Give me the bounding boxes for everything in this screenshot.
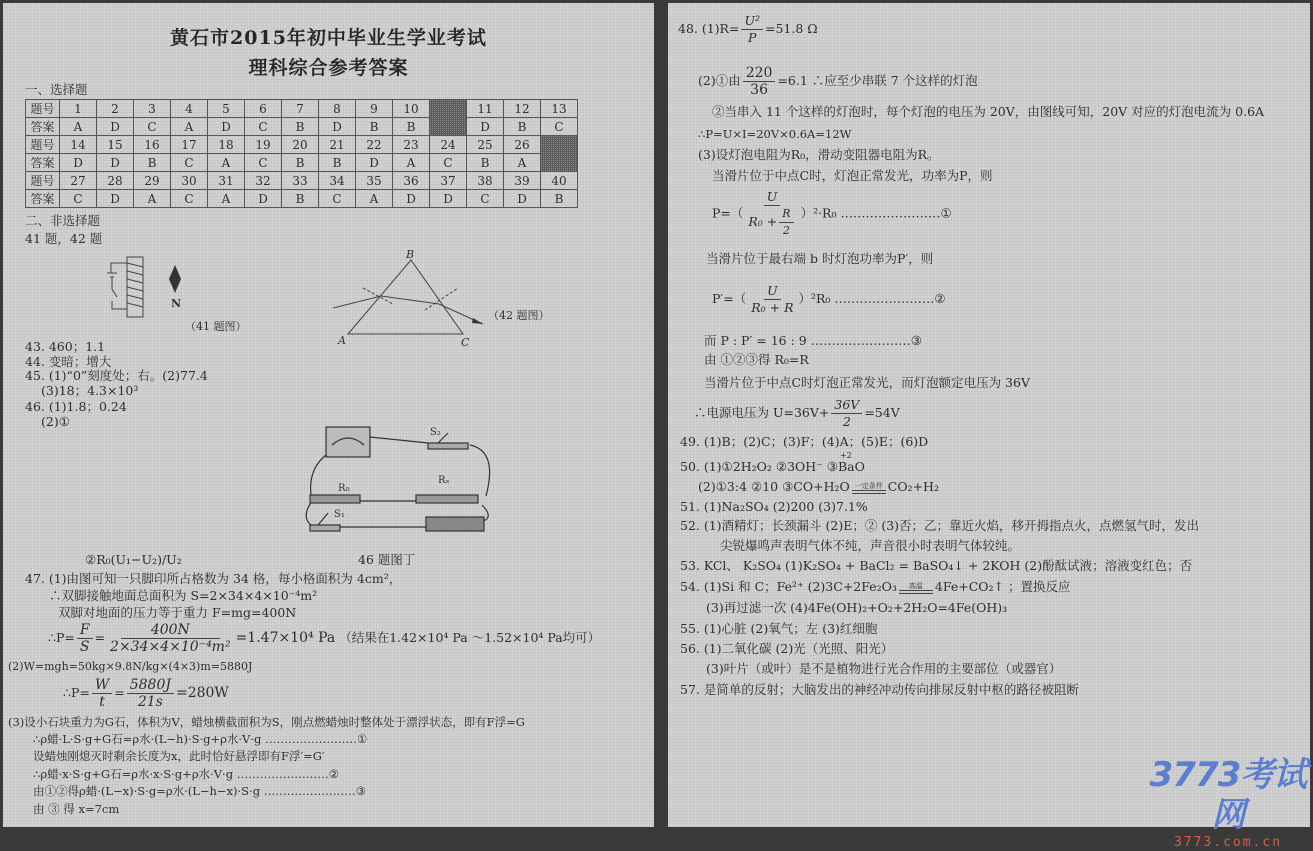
compass-needle-icon xyxy=(169,265,181,293)
answer-q47-3: 双脚对地面的压力等于重力 F=mg=400N xyxy=(58,605,297,620)
resistor-r0-icon xyxy=(310,495,360,503)
answer-cell: 23 xyxy=(393,136,430,154)
answer-q48-13 xyxy=(694,397,900,430)
answer-cell: 38 xyxy=(467,172,504,190)
condition: 一定条件 xyxy=(854,481,883,490)
denominator: S xyxy=(79,639,90,655)
answer-cell: C xyxy=(319,190,356,208)
watermark-logo-text: 3773考试网 xyxy=(1149,755,1307,835)
answer-cell: D xyxy=(245,190,282,208)
products: 4Fe+CO₂↑ ；置换反应 xyxy=(934,579,1071,594)
reaction-arrow xyxy=(899,582,933,594)
equals-bar xyxy=(899,590,933,594)
answer-cell: 11 xyxy=(467,100,504,118)
switch-s2-icon xyxy=(428,443,468,449)
answer-cell: C xyxy=(60,190,97,208)
answer-cell: A xyxy=(208,154,245,172)
fig41-electromagnet-diagram xyxy=(103,253,193,323)
shaded-blank-cell xyxy=(541,136,578,172)
answer-cell: C xyxy=(171,190,208,208)
result: =51.8 Ω xyxy=(765,21,818,36)
numerator: 220 xyxy=(743,65,776,82)
answer-cell: 13 xyxy=(541,100,578,118)
fig41-caption: （41 题图） xyxy=(185,320,247,333)
answer-table-row xyxy=(26,190,578,208)
vertex-b-label: B xyxy=(406,248,415,261)
reaction-arrow xyxy=(852,482,886,494)
answer-cell: 6 xyxy=(245,100,282,118)
answer-q52-1: 52. (1)酒精灯；长颈漏斗 (2)E；② (3)否；乙；靠近火焰，移开拇指点火，点燃氢气时，发出 xyxy=(680,518,1200,533)
answer-table-row xyxy=(26,172,578,190)
answer-cell: C xyxy=(541,118,578,136)
answer-cell: D xyxy=(356,154,393,172)
answer-cell: B xyxy=(467,154,504,172)
answer-q50-1 xyxy=(680,451,865,475)
answer-q43: 43. 460；1.1 xyxy=(25,339,106,354)
answer-cell: 32 xyxy=(245,172,282,190)
fraction xyxy=(748,283,796,316)
answer-cell: D xyxy=(208,118,245,136)
s1-label: S₁ xyxy=(334,509,345,520)
numerator: U xyxy=(764,189,781,206)
answer-cell: B xyxy=(504,118,541,136)
answer-q46-3: ②R₀(U₁−U₂)/U₂ xyxy=(85,552,182,567)
result: ）²R₀ ……………………② xyxy=(798,291,946,306)
formula-prefix: (2)①由 xyxy=(698,73,741,88)
answer-table xyxy=(25,99,578,208)
answer-cell: A xyxy=(504,154,541,172)
answer-cell: 8 xyxy=(319,100,356,118)
answer-table-row xyxy=(26,100,578,118)
answer-q47-10: ∴ρ蜡·x·S·g+G石=ρ水·x·S·g+ρ水·V·g ……………………② xyxy=(33,767,340,781)
answer-cell: B xyxy=(282,154,319,172)
formula-prefix: P=（ xyxy=(712,205,744,221)
fraction xyxy=(92,677,112,710)
switch-s1-icon xyxy=(310,525,340,531)
answer-q47-8: ∴ρ蜡·L·S·g+G石=ρ水·(L−h)·S·g+ρ水·V·g ……………………① xyxy=(33,732,368,746)
ray-arrow-icon xyxy=(472,318,483,324)
battery-icon xyxy=(426,517,484,531)
answer-cell: D xyxy=(430,190,467,208)
denominator-text: R₀ + xyxy=(748,214,778,229)
answer-q47-4 xyxy=(48,622,600,655)
fraction xyxy=(743,65,776,98)
answer-cell: D xyxy=(319,118,356,136)
answer-q47-6 xyxy=(63,677,229,710)
answer-q45-2: (3)18；4.3×10³ xyxy=(41,383,139,398)
answer-q48-1 xyxy=(678,13,818,46)
answer-cell: 26 xyxy=(504,136,541,154)
watermark-logo xyxy=(1146,755,1310,851)
answer-cell: 22 xyxy=(356,136,393,154)
numerator: U² xyxy=(741,13,763,30)
answer-cell: 28 xyxy=(97,172,134,190)
answer-cell: D xyxy=(467,118,504,136)
denominator xyxy=(745,206,798,239)
answer-cell: A xyxy=(393,154,430,172)
answer-cell: 34 xyxy=(319,172,356,190)
answer-cell: 10 xyxy=(393,100,430,118)
answer-q47-7: (3)设小石块重力为G石，体积为V，蜡烛横截面积为S，刚点燃蜡烛时整体处于漂浮状态，即有F浮=G xyxy=(8,715,525,729)
answer-cell: D xyxy=(504,190,541,208)
answer-cell: 19 xyxy=(245,136,282,154)
answer-cell: B xyxy=(282,118,319,136)
answer-cell: 36 xyxy=(393,172,430,190)
answer-q53: 53. KCl、 K₂SO₄ (1)K₂SO₄ + BaCl₂ = BaSO₄↓ + 2KOH (2)酚酞试液；溶液变红色；否 xyxy=(680,558,1193,573)
formula-prefix: 54. (1)Si 和 C；Fe²⁺ (2)3C+2Fe₂O₃ xyxy=(680,579,897,594)
answer-q55: 55. (1)心脏 (2)氧气；左 (3)红细胞 xyxy=(680,621,878,636)
answer-cell: B xyxy=(319,154,356,172)
row-header-cell: 答案 xyxy=(26,190,60,208)
result: ）²·R₀ ……………………① xyxy=(800,205,952,221)
formula-prefix: ∴电源电压为 U=36V+ xyxy=(694,405,830,420)
formula-prefix: P′=（ xyxy=(712,291,747,306)
answer-cell: 40 xyxy=(541,172,578,190)
answer-q48-8: 当滑片位于最右端 b 时灯泡功率为P′，则 xyxy=(706,251,934,266)
oxidation-formula xyxy=(837,451,865,475)
row-header-cell: 题号 xyxy=(26,136,60,154)
answer-cell: 18 xyxy=(208,136,245,154)
answer-cell: 14 xyxy=(60,136,97,154)
s2-label: S₂ xyxy=(430,427,441,438)
answer-q48-10: 而 P : P′ = 16 : 9 ……………………③ xyxy=(704,333,922,348)
formula: BaO xyxy=(837,459,865,474)
answer-cell: 31 xyxy=(208,172,245,190)
answer-cell: 16 xyxy=(134,136,171,154)
row-header-cell: 答案 xyxy=(26,118,60,136)
answer-q48-5: (3)设灯泡电阻为R₀，滑动变阻器电阻为R。 xyxy=(698,147,940,162)
fig46-caption: 46 题图丁 xyxy=(358,552,416,567)
section-heading-choice: 一、选择题 xyxy=(25,82,88,97)
watermark-url: 3773.com.cn xyxy=(1173,835,1283,850)
resistor-rx-icon xyxy=(416,495,478,503)
answer-q46-2: (2)① xyxy=(41,414,70,429)
fig46-circuit-diagram xyxy=(298,421,508,536)
answer-cell: 7 xyxy=(282,100,319,118)
answer-q47-1: 47. (1)由图可知一只脚印所占格数为 34 格，每小格面积为 4cm²， xyxy=(25,571,402,586)
answer-cell: D xyxy=(97,154,134,172)
numerator: W xyxy=(92,677,112,694)
row-header-cell: 题号 xyxy=(26,172,60,190)
answer-cell: B xyxy=(356,118,393,136)
answer-cell: 37 xyxy=(430,172,467,190)
document-title: 黄石市2015年初中毕业生学业考试 xyxy=(170,27,487,49)
answer-cell: C xyxy=(467,190,504,208)
answer-cell: 39 xyxy=(504,172,541,190)
answer-cell: 33 xyxy=(282,172,319,190)
fraction xyxy=(127,677,174,710)
denominator: 21s xyxy=(137,694,163,710)
answer-cell: D xyxy=(97,118,134,136)
answer-cell: A xyxy=(134,190,171,208)
fig42-prism-diagram xyxy=(333,248,503,348)
row-header-cell: 答案 xyxy=(26,154,60,172)
section-heading-nonchoice: 二、非选择题 xyxy=(25,213,101,228)
valence-label: +2 xyxy=(839,451,852,460)
formula-prefix: 48. (1)R= xyxy=(678,21,740,36)
fig42-caption: （42 题图） xyxy=(488,309,550,322)
answer-cell: 9 xyxy=(356,100,393,118)
answer-q57: 57. 是简单的反射；大脑发出的神经冲动传向排尿反射中枢的路径被阻断 xyxy=(680,682,1079,697)
numerator: 400N xyxy=(121,622,220,639)
answer-q44: 44. 变暗；增大 xyxy=(25,354,112,369)
answer-cell: 27 xyxy=(60,172,97,190)
numerator: R xyxy=(779,206,793,223)
fraction xyxy=(741,13,763,46)
answer-q48-3: ②当串入 11 个这样的灯泡时，每个灯泡的电压为 20V，由图线可知，20V 对应的灯泡电流为 0.6A xyxy=(712,104,1265,119)
shaded-blank-cell xyxy=(430,100,467,136)
formula-prefix: ∴P= xyxy=(48,630,75,645)
products: CO₂+H₂ xyxy=(887,479,939,494)
answer-q47-11: 由①②得ρ蜡·(L−x)·S·g=ρ水·(L−h−x)·S·g ……………………③ xyxy=(33,784,367,798)
answer-q48-12: 当滑片位于中点C时灯泡正常发光，而灯泡额定电压为 36V xyxy=(704,375,1030,390)
denominator: 2 xyxy=(782,224,790,237)
answer-table-row xyxy=(26,118,578,136)
answer-q50-2 xyxy=(698,479,939,495)
answer-q49: 49. (1)B；(2)C；(3)F；(4)A；(5)E；(6)D xyxy=(680,434,929,449)
denominator: P xyxy=(748,30,757,45)
fraction xyxy=(831,397,862,430)
answer-cell: D xyxy=(60,154,97,172)
answer-cell: B xyxy=(541,190,578,208)
answer-cell: A xyxy=(356,190,393,208)
right-page xyxy=(668,3,1310,850)
fraction xyxy=(745,189,798,239)
numerator: U xyxy=(764,283,781,300)
answer-cell: A xyxy=(208,190,245,208)
formula-prefix: (2)①3:4 ②10 ③CO+H₂O xyxy=(698,479,850,494)
answer-cell: 17 xyxy=(171,136,208,154)
answer-q54-1 xyxy=(680,579,1071,595)
fraction xyxy=(107,622,234,655)
r0-label: R₀ xyxy=(338,483,350,494)
answer-cell: D xyxy=(393,190,430,208)
equals: = xyxy=(114,685,125,700)
answer-cell: 15 xyxy=(97,136,134,154)
equals-bar xyxy=(852,490,886,494)
answer-q51: 51. (1)Na₂SO₄ (2)200 (3)7.1% xyxy=(680,499,868,514)
denominator: 2 xyxy=(842,414,851,429)
note: （结果在1.42×10⁴ Pa ～1.52×10⁴ Pa均可） xyxy=(339,630,601,645)
answer-cell: B xyxy=(393,118,430,136)
formula-prefix: ∴P= xyxy=(63,685,90,700)
answer-q48-9 xyxy=(712,283,946,316)
answer-q46-1: 46. (1)1.8；0.24 xyxy=(25,399,127,414)
answer-cell: 21 xyxy=(319,136,356,154)
result: =6.1 ∴应至少串联 7 个这样的灯泡 xyxy=(777,73,978,88)
answer-cell: 29 xyxy=(134,172,171,190)
left-page xyxy=(3,3,654,827)
document-subtitle: 理科综合参考答案 xyxy=(248,57,409,79)
answer-cell: 2 xyxy=(97,100,134,118)
answer-cell: 12 xyxy=(504,100,541,118)
denominator: 36 xyxy=(750,82,768,98)
result: =280W xyxy=(175,685,229,701)
answer-table-row xyxy=(26,154,578,172)
answer-cell: 30 xyxy=(171,172,208,190)
answer-cell: C xyxy=(171,154,208,172)
answer-cell: 24 xyxy=(430,136,467,154)
nested-fraction xyxy=(779,206,793,239)
formula-prefix: 50. (1)①2H₂O₂ ②3OH⁻ ③ xyxy=(680,459,838,474)
answer-cell: C xyxy=(245,118,282,136)
answer-cell: 1 xyxy=(60,100,97,118)
answer-cell: 4 xyxy=(171,100,208,118)
result: =54V xyxy=(864,405,900,420)
answer-cell: 20 xyxy=(282,136,319,154)
fraction xyxy=(77,622,93,655)
answer-cell: A xyxy=(171,118,208,136)
denominator: R₀ + R xyxy=(751,300,794,315)
answer-cell: C xyxy=(134,118,171,136)
answer-q48-11: 由 ①②③得 R₀=R xyxy=(704,352,809,367)
answer-cell: 3 xyxy=(134,100,171,118)
denominator: 2×34×4×10⁻⁴m² xyxy=(110,639,231,655)
answer-q45-1: 45. (1)“0”刻度处；右。(2)77.4 xyxy=(25,368,208,383)
result: =1.47×10⁴ Pa xyxy=(235,630,336,646)
numerator: 5880J xyxy=(127,677,174,694)
answer-table-row xyxy=(26,136,578,154)
answer-q56-1: 56. (1)二氧化碳 (2)光（光照、阳光） xyxy=(680,641,894,656)
answer-q48-6: 当滑片位于中点C时，灯泡正常发光，功率为P，则 xyxy=(712,168,993,183)
answer-cell: A xyxy=(60,118,97,136)
answer-cell: C xyxy=(245,154,282,172)
vertex-a-label: A xyxy=(338,334,346,347)
answer-q47-5: (2)W=mgh=50kg×9.8N/kg×(4×3)m=5880J xyxy=(8,660,253,673)
compass-n-label: N xyxy=(171,297,182,310)
answer-cell: D xyxy=(97,190,134,208)
row-header-cell: 题号 xyxy=(26,100,60,118)
answer-cell: B xyxy=(282,190,319,208)
q41-42-label: 41 题，42 题 xyxy=(25,231,103,246)
answer-cell: 25 xyxy=(467,136,504,154)
answer-q48-7 xyxy=(712,189,952,239)
answer-q56-2: (3)叶片（或叶）是不是植物进行光合作用的主要部位（或器官） xyxy=(706,661,1062,676)
answer-q47-9: 设蜡烛刚熄灭时剩余长度为x，此时恰好悬浮即有F浮′=G′ xyxy=(33,749,325,763)
vertex-c-label: C xyxy=(461,336,470,348)
answer-q52-2: 尖锐爆鸣声表明气体不纯，声音很小时表明气体较纯。 xyxy=(720,538,1021,553)
answer-q48-2 xyxy=(698,65,978,98)
numerator: F xyxy=(77,622,93,639)
answer-cell: 5 xyxy=(208,100,245,118)
rx-label: Rₓ xyxy=(438,475,450,486)
answer-q54-2: (3)再过滤一次 (4)4Fe(OH)₂+O₂+2H₂O=4Fe(OH)₃ xyxy=(706,600,1008,615)
answer-q48-4: ∴P=U×I=20V×0.6A=12W xyxy=(698,127,852,141)
answer-cell: C xyxy=(430,154,467,172)
answer-cell: B xyxy=(134,154,171,172)
condition: 高温 xyxy=(908,581,923,590)
answer-cell: 35 xyxy=(356,172,393,190)
denominator: t xyxy=(99,694,105,710)
answer-q47-12: 由 ③ 得 x=7cm xyxy=(33,802,120,816)
answer-q47-2: ∴双脚接触地面总面积为 S=2×34×4×10⁻⁴m² xyxy=(49,588,318,603)
numerator: 36V xyxy=(831,397,862,414)
voltmeter-icon xyxy=(326,427,370,457)
equals: = xyxy=(94,630,106,645)
